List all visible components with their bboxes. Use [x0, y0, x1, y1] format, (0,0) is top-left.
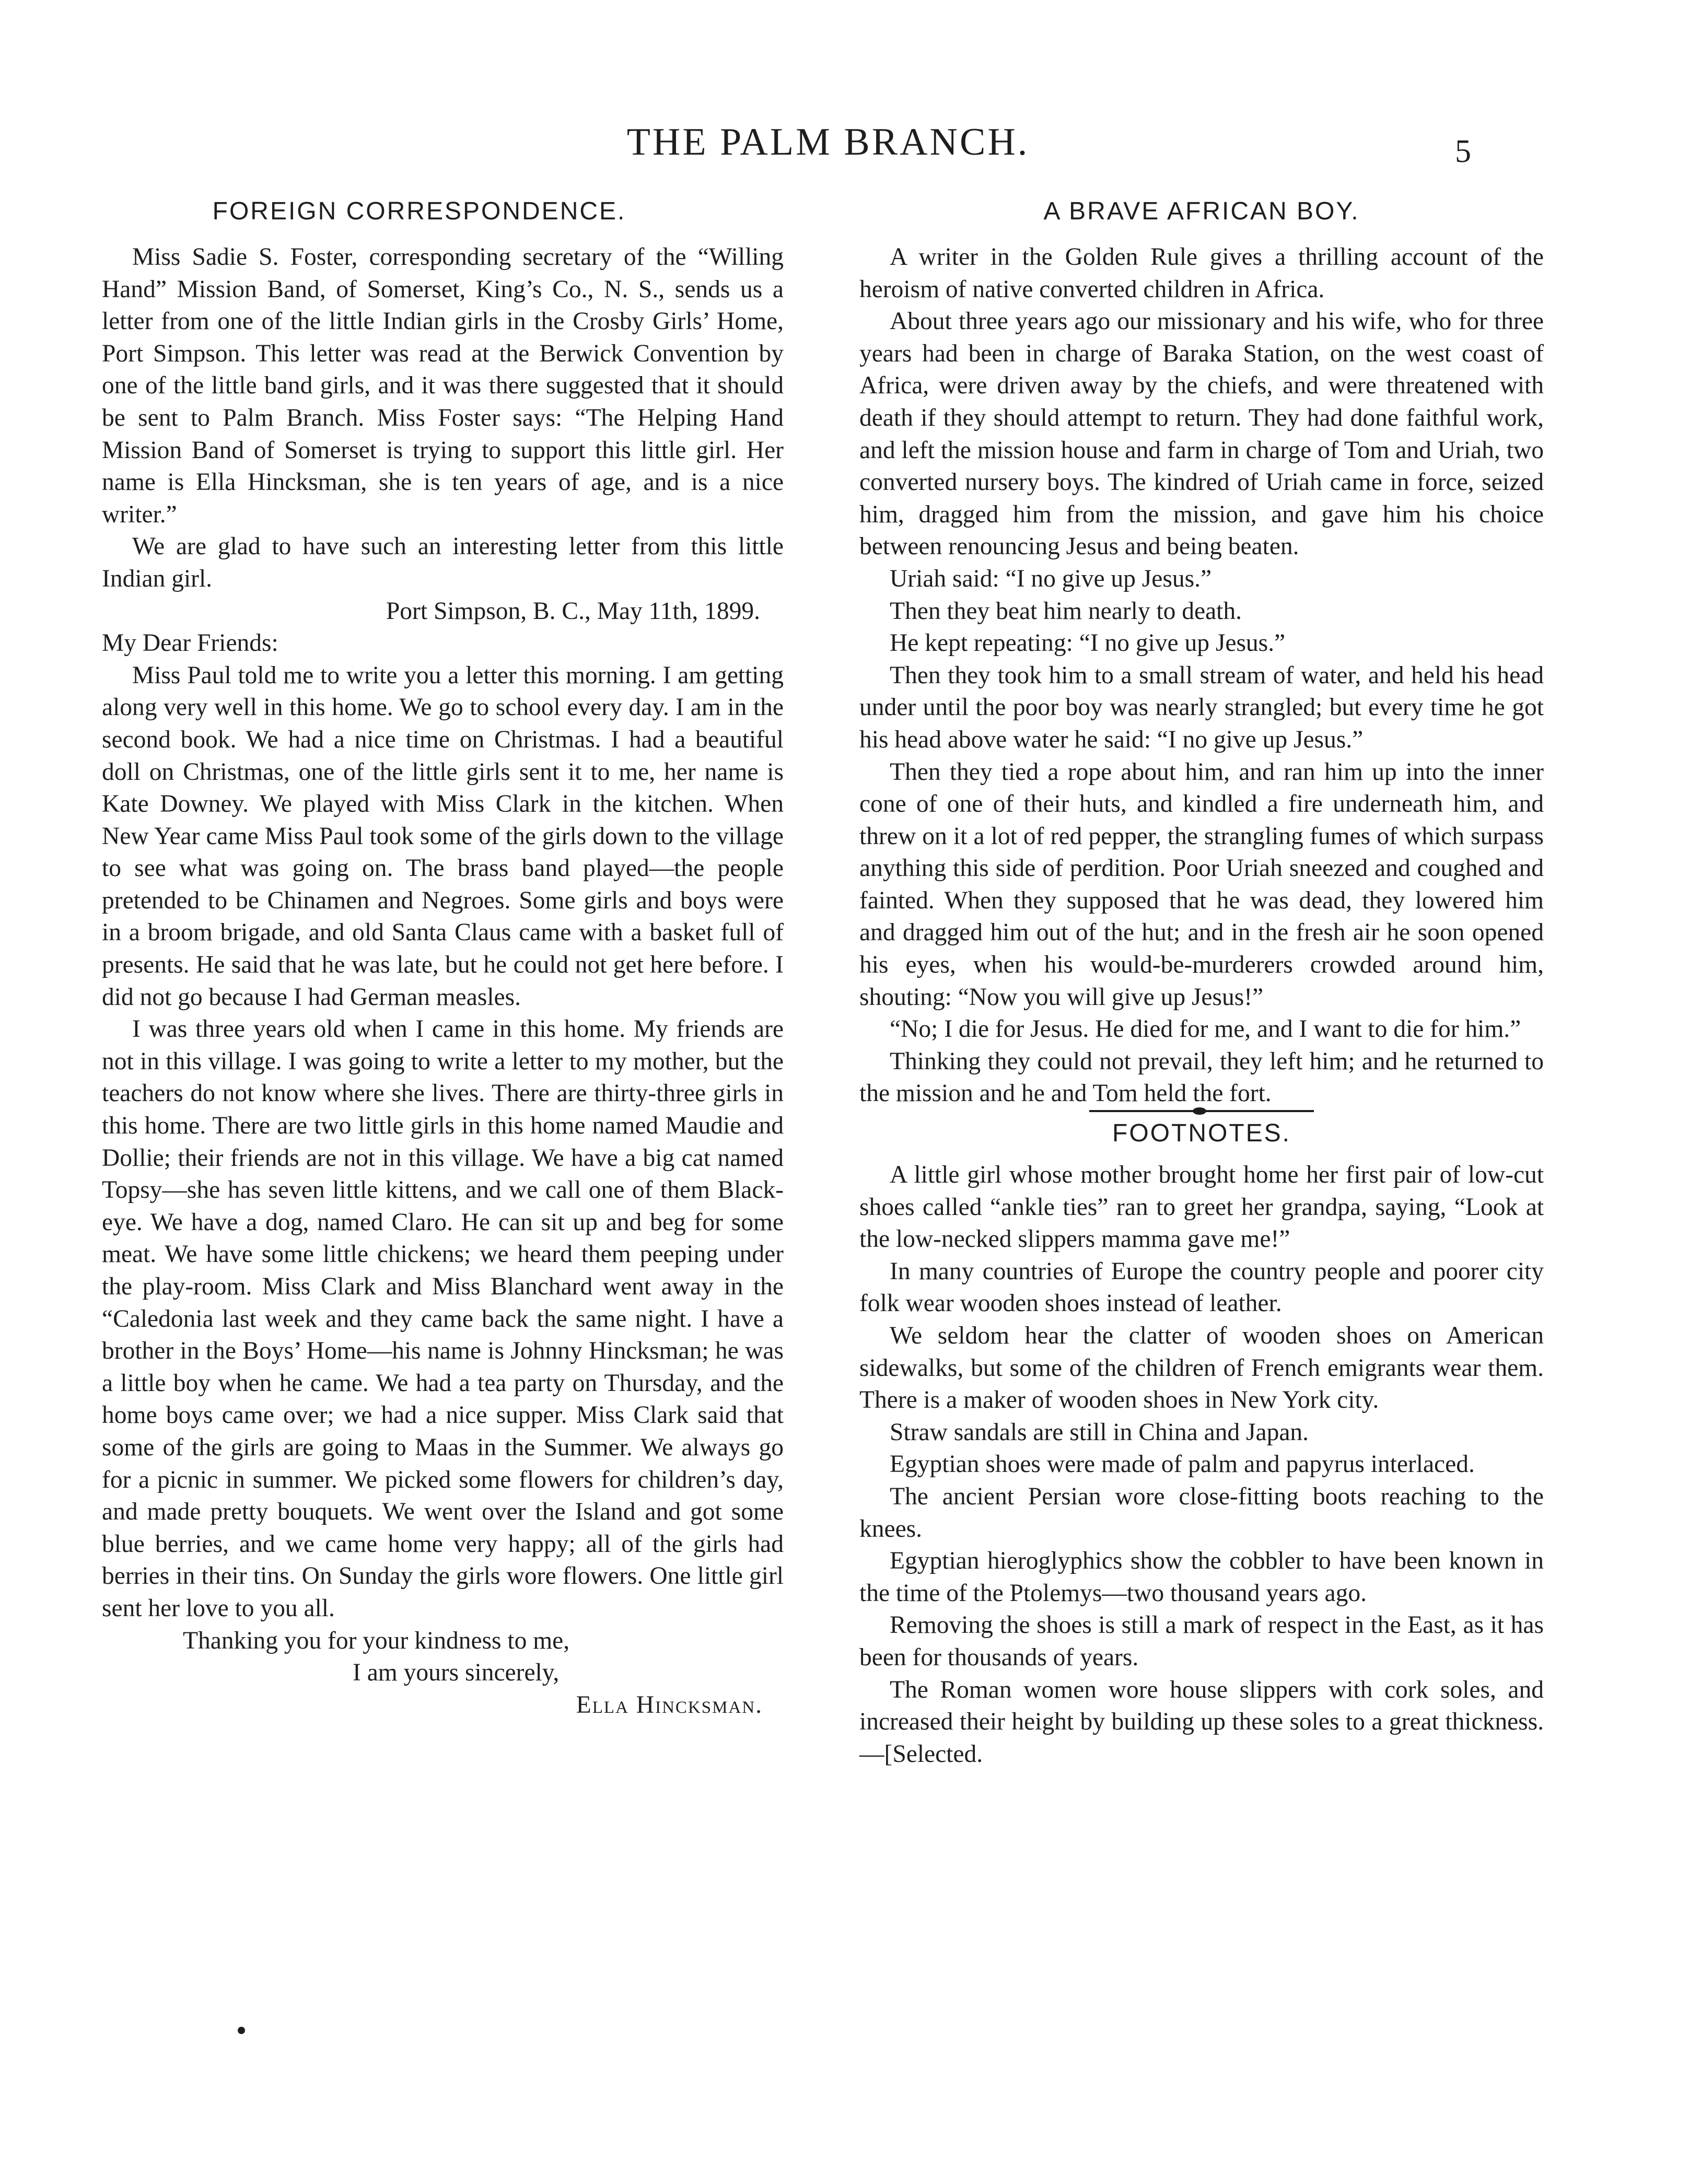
print-speck-mark [238, 2027, 245, 2034]
foreign-correspondence-heading: FOREIGN CORRESPONDENCE. [212, 197, 626, 225]
story-paragraph: He kept repeating: “I no give up Jesus.” [890, 629, 1286, 657]
story-paragraph: “No; I die for Jesus. He died for me, and I want to die for him.” [890, 1015, 1521, 1043]
intro-paragraph: We are glad to have such an interesting letter from this little Indian girl. [102, 533, 784, 592]
page-number: 5 [1455, 134, 1471, 169]
letter-signature: Ella Hincksman. [576, 1691, 763, 1719]
left-column [102, 193, 784, 1721]
letter-paragraph: Miss Paul told me to write you a letter this morning. I am getting along very well in this home. We go to school every day. I am in the second book. We had a nice time on Christmas. I had a beautiful doll on Christmas, one of the little girls sent it to me, her name is Kate Downey. We played with Miss Clark in the kitchen. When New Year came Miss Paul took some of the girls down to the village to see what was going on. The brass band played—the people pretended to be Chinamen and Negroes. Some girls and boys were in a broom brigade, and old Santa Claus came with a basket full of presents. He said that he was late, but he could not get here before. I did not go because I had German measles. [102, 661, 784, 1011]
running-title: THE PALM BRANCH. [626, 121, 1030, 163]
story-paragraph: A writer in the Golden Rule gives a thrilling account of the heroism of native converted children in Africa. [859, 243, 1544, 303]
footnote-paragraph: Egyptian hieroglyphics show the cobbler to have been known in the time of the Ptolemys—two thousand years ago. [859, 1547, 1544, 1607]
story-paragraph: Then they beat him nearly to death. [890, 597, 1242, 625]
letter-salutation: My Dear Friends: [102, 629, 278, 657]
letter-closing: Thanking you for your kindness to me, [183, 1627, 570, 1654]
story-paragraph: Uriah said: “I no give up Jesus.” [890, 565, 1212, 592]
letter-place-date: Port Simpson, B. C., May 11th, 1899. [386, 597, 760, 625]
intro-paragraph: Miss Sadie S. Foster, corresponding secretary of the “Willing Hand” Mission Band, of Somerset, King’s Co., N. S., sends us a letter from one of the little Indian girls in the Crosby Girls’ Home, Port Simpson. This letter was read at the Berwick Convention by one of the little band girls, and it was there suggested that it should be sent to Palm Branch. Miss Foster says: “The Helping Hand Mission Band of Somerset is trying to support this little girl. Her name is Ella Hincksman, she is ten years of age, and is a nice writer.” [102, 243, 784, 528]
letter-paragraph: I was three years old when I came in this home. My friends are not in this village. I was going to write a letter to my mother, but the teachers do not know where she lives. There are thirty-three girls in this home. There are two little girls in this home named Maudie and Dollie; their friends are not in this village. We have a big cat named Topsy—she has seven little kittens, and we call one of them Black-eye. We have a dog, named Claro. He can sit up and beg for some meat. We have some little chickens; we heard them peeping under the play-room. Miss Clark and Miss Blanchard went away in the “Caledonia last week and they came back the same night. I have a brother in the Boys’ Home—his name is Johnny Hincksman; he was a little boy when he came. We had a tea party on Thursday, and the home boys came over; we had a nice supper. Miss Clark said that some of the girls are going to Maas in the Summer. We always go for a picnic in summer. We picked some flowers for children’s day, and made pretty bouquets. We went over the Island and got some blue berries, and we came home very happy; all of the girls had berries in their tins. On Sunday the girls wore flowers. One little girl sent her love to you all. [102, 1015, 784, 1622]
story-paragraph: About three years ago our missionary and his wife, who for three years had been in charge of Baraka Station, on the west coast of Africa, were driven away by the chiefs, and were threatened with death if they should attempt to return. They had done faithful work, and left the mission house and farm in charge of Tom and Uriah, two converted nursery boys. The kindred of Uriah came in force, seized him, dragged him from the mission, and gave him his choice between renouncing Jesus and being beaten. [859, 308, 1544, 560]
story-paragraph: Thinking they could not prevail, they left him; and he returned to the mission and he and Tom held the fort. [859, 1047, 1544, 1107]
brave-african-boy-heading: A BRAVE AFRICAN BOY. [1043, 197, 1360, 225]
footnotes-heading: FOOTNOTES. [1112, 1119, 1291, 1148]
story-paragraph: Then they tied a rope about him, and ran him up into the inner cone of one of their huts, and kindled a fire underneath him, and threw on it a lot of red pepper, the strangling fumes of which surpass anything this side of perdition. Poor Uriah sneezed and coughed and fainted. When they supposed that he was dead, they lowered him and dragged him out of the hut; and in the fresh air he soon opened his eyes, when his would-be-murderers crowded around him, shouting: “Now you will give up Jesus!” [859, 758, 1544, 1011]
footnote-paragraph: Straw sandals are still in China and Japan. [890, 1418, 1309, 1446]
section-divider-rule [1089, 1110, 1314, 1112]
story-paragraph: Then they took him to a small stream of water, and held his head under until the poor boy was nearly strangled; but every time he got his head above water he said: “I no give up Jesus.” [859, 661, 1544, 753]
divider-ornament-icon [1193, 1107, 1206, 1115]
footnote-paragraph: A little girl whose mother brought home her first pair of low-cut shoes called “ankle ties” ran to greet her grandpa, saying, “Look at the low-necked slippers mamma gave me!” [859, 1161, 1544, 1253]
footnote-paragraph: The ancient Persian wore close-fitting boots reaching to the knees. [859, 1482, 1544, 1543]
right-column [859, 193, 1544, 1770]
letter-closing-sincerely: I am yours sincerely, [353, 1659, 560, 1687]
footnote-paragraph: The Roman women wore house slippers with cork soles, and increased their height by building up these soles to a great thickness.—[Selected. [859, 1676, 1544, 1768]
footnote-paragraph: Egyptian shoes were made of palm and papyrus interlaced. [890, 1451, 1475, 1478]
footnote-paragraph: In many countries of Europe the country people and poorer city folk wear wooden shoes instead of leather. [859, 1257, 1544, 1317]
footnote-paragraph: Removing the shoes is still a mark of respect in the East, as it has been for thousands of years. [859, 1611, 1544, 1671]
footnote-paragraph: We seldom hear the clatter of wooden shoes on American sidewalks, but some of the children of French emigrants wear them. There is a maker of wooden shoes in New York city. [859, 1322, 1544, 1414]
